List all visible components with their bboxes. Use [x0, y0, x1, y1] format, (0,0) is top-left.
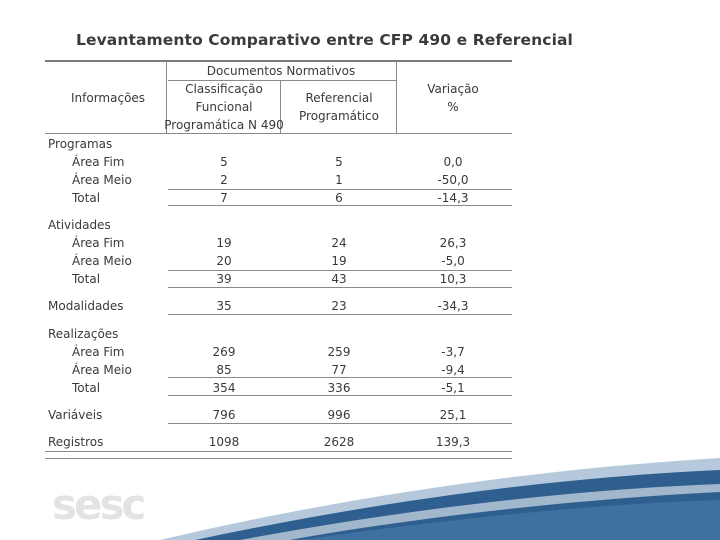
cell-var: 26,3 — [439, 236, 467, 250]
cell-ref: 6 — [335, 191, 343, 205]
cell-ref: 259 — [327, 345, 351, 359]
row-label: Área Meio — [72, 173, 132, 187]
section-label-modalidades: Modalidades — [48, 299, 124, 313]
cell-ref: 2628 — [323, 435, 355, 449]
cell-cfp: 19 — [216, 236, 232, 250]
section-label-programas: Programas — [48, 137, 113, 151]
cell-ref: 5 — [335, 155, 343, 169]
cell-var: -9,4 — [441, 363, 465, 377]
row-label: Área Meio — [72, 254, 132, 268]
row-label: Total — [72, 272, 101, 286]
cell-ref: 24 — [331, 236, 347, 250]
cell-var: -34,3 — [437, 299, 469, 313]
row-label: Total — [72, 381, 101, 395]
row-label: Área Fim — [72, 345, 125, 359]
section-label-registros: Registros — [48, 435, 104, 449]
section-label-realizacoes: Realizações — [48, 327, 119, 341]
cell-ref: 336 — [327, 381, 351, 395]
header-classificacao-line1: Classificação — [185, 82, 263, 96]
cell-ref: 23 — [331, 299, 347, 313]
cell-ref: 996 — [327, 408, 351, 422]
cell-cfp: 85 — [216, 363, 232, 377]
cell-cfp: 35 — [216, 299, 232, 313]
cell-var: -50,0 — [437, 173, 469, 187]
cell-var: 0,0 — [443, 155, 463, 169]
cell-var: 10,3 — [439, 272, 467, 286]
cell-cfp: 354 — [212, 381, 236, 395]
cell-var: 25,1 — [439, 408, 467, 422]
page-title: Levantamento Comparativo entre CFP 490 e Referencial — [76, 31, 573, 49]
cell-cfp: 269 — [212, 345, 236, 359]
row-label: Área Fim — [72, 155, 125, 169]
cell-cfp: 7 — [220, 191, 228, 205]
section-label-variaveis: Variáveis — [48, 408, 103, 422]
header-variacao-line2: % — [447, 100, 459, 114]
cell-cfp: 39 — [216, 272, 232, 286]
cell-cfp: 2 — [220, 173, 228, 187]
header-referencial-line2: Programático — [299, 109, 379, 123]
cell-ref: 77 — [331, 363, 347, 377]
cell-var: -3,7 — [441, 345, 465, 359]
header-referencial-line1: Referencial — [305, 91, 373, 105]
cell-var: -5,0 — [441, 254, 465, 268]
cell-cfp: 20 — [216, 254, 232, 268]
header-documentos-normativos: Documentos Normativos — [206, 64, 356, 78]
row-label: Área Fim — [72, 236, 125, 250]
cell-ref: 43 — [331, 272, 347, 286]
row-label: Área Meio — [72, 363, 132, 377]
header-classificacao-line3: Programática N 490 — [164, 118, 284, 132]
cell-ref: 19 — [331, 254, 347, 268]
cell-var: 139,3 — [435, 435, 471, 449]
cell-var: -14,3 — [437, 191, 469, 205]
row-label: Total — [72, 191, 101, 205]
cell-cfp: 5 — [220, 155, 228, 169]
cell-cfp: 1098 — [208, 435, 240, 449]
cell-ref: 1 — [335, 173, 343, 187]
sesc-logo: sesc — [52, 480, 144, 529]
header-classificacao-line2: Funcional — [195, 100, 253, 114]
header-informacoes: Informações — [71, 91, 146, 105]
section-label-atividades: Atividades — [48, 218, 111, 232]
cell-var: -5,1 — [441, 381, 465, 395]
header-variacao-line1: Variação — [427, 82, 479, 96]
cell-cfp: 796 — [212, 408, 236, 422]
